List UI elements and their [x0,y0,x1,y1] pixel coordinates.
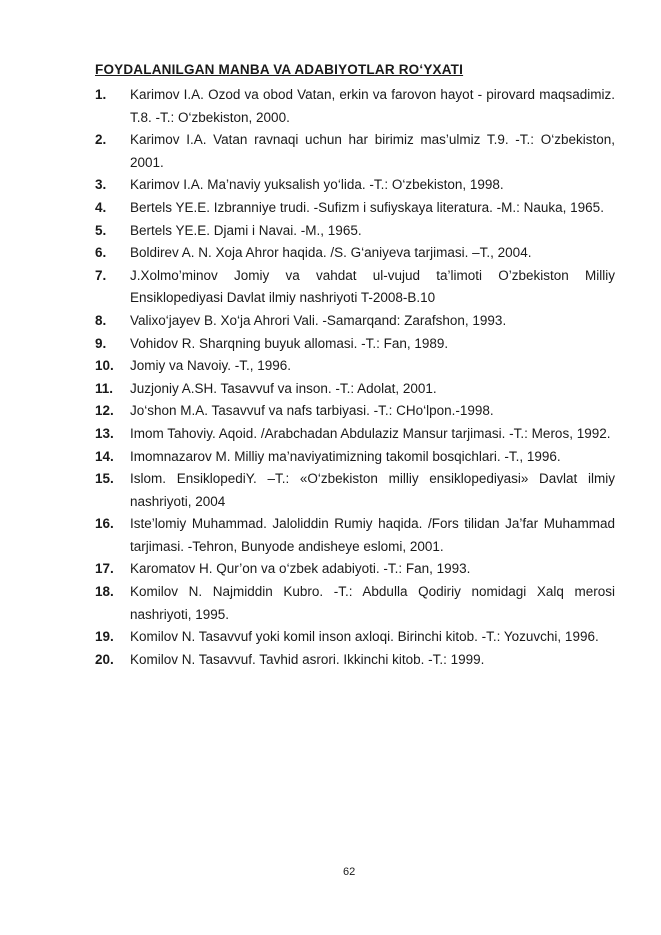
reference-item [95,242,615,265]
reference-number: 7. [95,267,107,283]
reference-text: Islom. EnsiklopediY. –T.: «O‘zbekiston milliy ensiklopediyasi» Davlat ilmiy nashriyoti, 2004 [130,471,615,509]
reference-item [95,129,615,174]
reference-text: Komilov N. Tasavvuf yoki komil inson axloqi. Birinchi kitob. -T.: Yozuvchi, 1996. [130,629,599,645]
reference-text: Karimov I.A. Ma’naviy yuksalish yo‘lida. -T.: O‘zbekiston, 1998. [130,177,504,193]
reference-text: Komilov N. Najmiddin Kubro. -T.: Abdulla Qodiriy nomidagi Xalq merosi nashriyoti, 1995. [130,584,615,622]
reference-text: Bertels YE.E. Djami i Navai. -M., 1965. [130,222,362,238]
reference-number: 18. [95,584,114,600]
reference-item [95,378,615,401]
reference-text: Jomiy va Navoiy. -T., 1996. [130,358,292,374]
references-heading: FOYDALANILGAN MANBA VA ADABIYOTLAR RO‘YXATI [95,62,464,77]
reference-number: 17. [95,561,114,577]
reference-text: Imomnazarov M. Milliy ma’naviyatimizning takomil bosqichlari. -T., 1996. [130,448,561,464]
reference-item [95,355,615,378]
reference-item [95,558,615,581]
reference-text: Karimov I.A. Vatan ravnaqi uchun har birimiz mas’ulmiz T.9. -T.: O‘zbekiston, 2001. [130,132,615,170]
reference-number: 15. [95,471,114,487]
reference-text: Vohidov R. Sharqning buyuk allomasi. -T.: Fan, 1989. [130,335,449,351]
reference-item [95,626,615,649]
reference-number: 20. [95,651,114,667]
reference-number: 5. [95,222,107,238]
reference-number: 10. [95,358,114,374]
reference-number: 2. [95,132,107,148]
reference-item [95,513,615,558]
reference-item [95,84,615,129]
reference-number: 8. [95,312,107,328]
reference-item [95,197,615,220]
reference-text: Boldirev A. N. Xoja Ahror haqida. /S. G‘aniyeva tarjimasi. –T., 2004. [130,245,532,261]
reference-number: 9. [95,335,107,351]
reference-number: 3. [95,177,107,193]
reference-text: Karomatov H. Qur’on va o‘zbek adabiyoti. -T.: Fan, 1993. [130,561,471,577]
reference-item [95,310,615,333]
reference-number: 16. [95,516,114,532]
reference-number: 4. [95,199,107,215]
references-list [95,84,615,671]
reference-number: 19. [95,629,114,645]
reference-item [95,468,615,513]
reference-number: 6. [95,245,107,261]
reference-item [95,649,615,672]
reference-item [95,174,615,197]
reference-item [95,400,615,423]
reference-item [95,446,615,469]
reference-item [95,220,615,243]
reference-text: Valixo‘jayev B. Xo‘ja Ahrori Vali. -Samarqand: Zarafshon, 1993. [130,312,507,328]
reference-text: Bertels YE.E. Izbranniye trudi. -Sufizm i sufiyskaya literatura. -M.: Nauka, 1965. [130,199,604,215]
reference-item [95,333,615,356]
reference-number: 1. [95,87,107,102]
reference-text: Jo‘shon M.A. Tasavvuf va nafs tarbiyasi. -T.: CHo‘lpon.-1998. [130,403,494,419]
reference-item [95,423,615,446]
reference-number: 13. [95,425,114,441]
reference-text: Imom Tahoviy. Aqoid. /Arabchadan Abdulaziz Mansur tarjimasi. -T.: Meros, 1992. [130,425,611,441]
reference-number: 14. [95,448,114,464]
reference-item [95,581,615,626]
reference-number: 11. [95,380,114,396]
reference-text: J.Xolmo’minov Jomiy va vahdat ul-vujud ta’limoti O’zbekiston Milliy Ensiklopediyasi Davlat ilmiy nashriyoti T-2008-B.10 [130,267,615,306]
reference-text: Komilov N. Tasavvuf. Tavhid asrori. Ikkinchi kitob. -T.: 1999. [130,651,485,667]
reference-text: Karimov I.A. Ozod va obod Vatan, erkin va farovon hayot - pirovard maqsadimiz. T.8. -T.: O‘zbekiston, 2000. [130,87,615,125]
reference-text: Juzjoniy A.SH. Tasavvuf va inson. -T.: Adolat, 2001. [130,380,437,396]
reference-text: Iste’lomiy Muhammad. Jaloliddin Rumiy haqida. /Fors tilidan Ja’far Muhammad tarjimasi. -Tehron, Bunyode andisheye eslomi, 2001. [130,516,615,554]
reference-item [95,265,615,310]
page-number: 62 [343,866,356,878]
reference-number: 12. [95,403,114,419]
